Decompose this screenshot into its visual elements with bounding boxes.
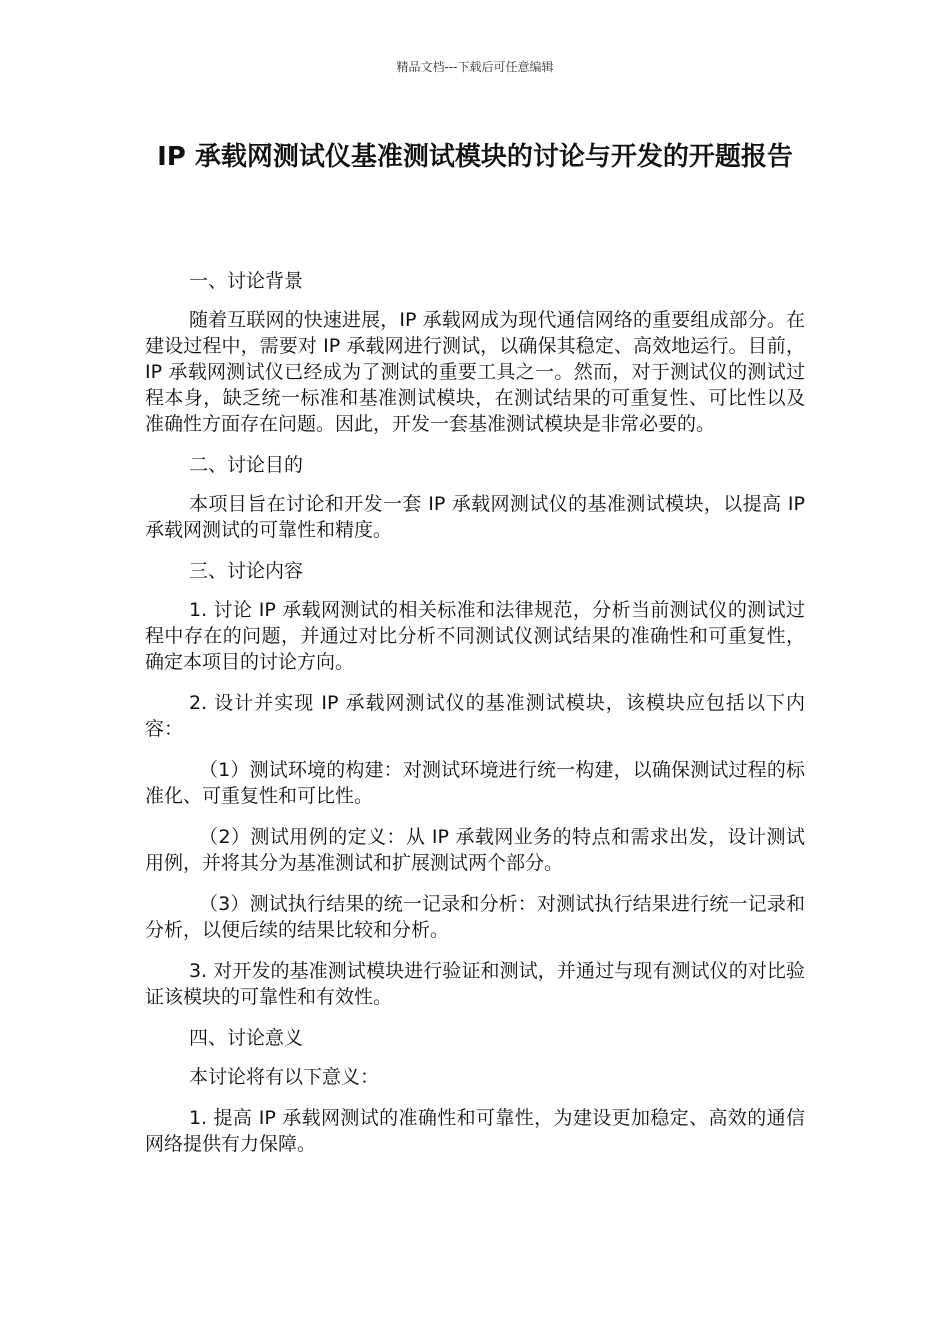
section-heading-purpose: 二、讨论目的	[189, 454, 304, 476]
paragraph-background: 随着互联网的快速进展，IP 承载网成为现代通信网络的重要组成部分。在建设过程中，需要对 IP 承载网进行测试，以确保其稳定、高效地运行。目前，IP 承载网测试仪已经成为了测试的重要工具之一。然而，对于测试仪的测试过程本身，缺乏统一标准和基准测试模块，在测试结果的可重复性、可比性以及准确性方面存在问题。因此，开发一套基准测试模块是非常必要的。	[145, 309, 805, 435]
significance-item-1: 1. 提高 IP 承载网测试的准确性和可靠性，为建设更加稳定、高效的通信网络提供有力保障。	[145, 1107, 805, 1155]
content-subitem-1: （1）测试环境的构建：对测试环境进行统一构建，以确保测试过程的标准化、可重复性和可比性。	[145, 759, 805, 807]
section-heading-content: 三、讨论内容	[189, 560, 304, 582]
content-item-3: 3. 对开发的基准测试模块进行验证和测试，并通过与现有测试仪的对比验证该模块的可靠性和有效性。	[145, 960, 805, 1008]
content-subitem-3: （3）测试执行结果的统一记录和分析：对测试执行结果进行统一记录和分析，以便后续的结果比较和分析。	[145, 893, 805, 941]
content-item-1: 1. 讨论 IP 承载网测试的相关标准和法律规范，分析当前测试仪的测试过程中存在的问题，并通过对比分析不同测试仪测试结果的准确性和可重复性，确定本项目的讨论方向。	[145, 599, 805, 673]
section-heading-background: 一、讨论背景	[189, 270, 304, 292]
content-subitem-2: （2）测试用例的定义：从 IP 承载网业务的特点和需求出发，设计测试用例，并将其分为基准测试和扩展测试两个部分。	[145, 826, 805, 874]
document-body	[145, 268, 805, 1172]
document-title: IP 承载网测试仪基准测试模块的讨论与开发的开题报告	[157, 142, 793, 172]
paragraph-purpose: 本项目旨在讨论和开发一套 IP 承载网测试仪的基准测试模块，以提高 IP 承载网测试的可靠性和精度。	[145, 493, 805, 541]
significance-intro: 本讨论将有以下意义：	[189, 1066, 380, 1088]
content-item-2: 2. 设计并实现 IP 承载网测试仪的基准测试模块，该模块应包括以下内容：	[145, 692, 805, 740]
page-header-note: 精品文档---下载后可任意编辑	[396, 60, 554, 74]
section-heading-significance: 四、讨论意义	[189, 1027, 304, 1049]
